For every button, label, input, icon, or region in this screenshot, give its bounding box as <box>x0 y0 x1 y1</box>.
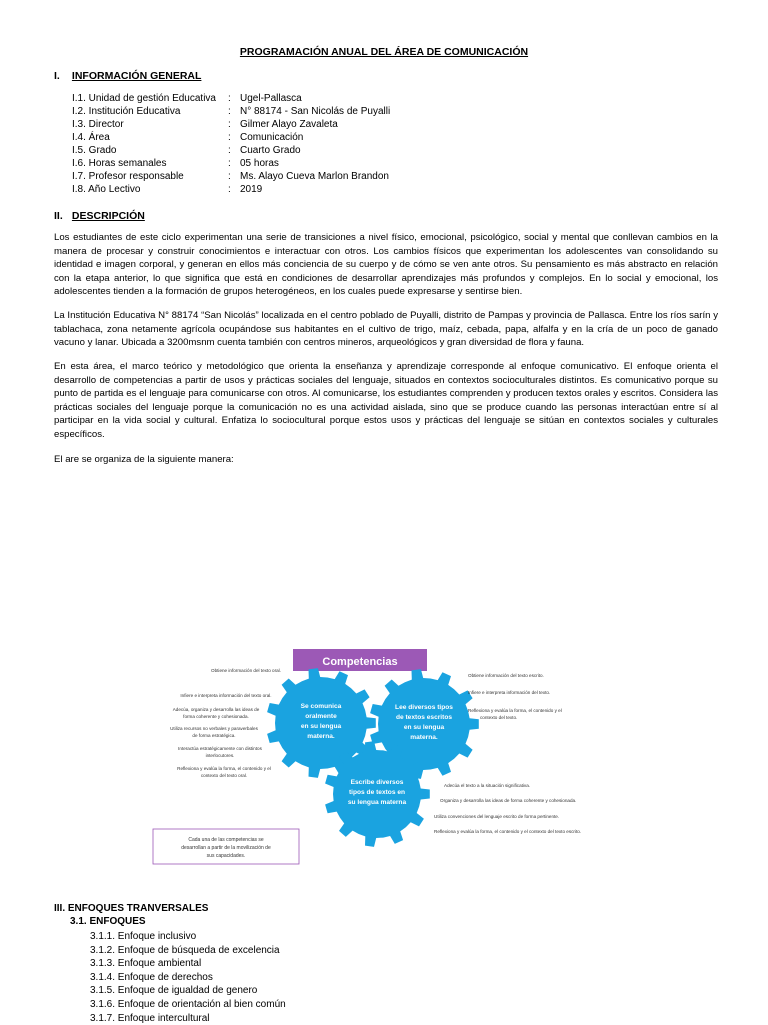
section-1-number: I. <box>54 70 60 82</box>
right-note-line: contexto del texto. <box>480 715 518 720</box>
left-note-line: Utiliza recursos no verbales y paraverbales <box>170 726 258 731</box>
left-note-line: contexto del texto oral. <box>200 773 248 778</box>
gear-3-line: su lengua materna <box>347 799 407 806</box>
gear-1-line: materna. <box>307 733 335 740</box>
info-row: I.7. Profesor responsable : Ms. Alayo Cueva Marlon Brandon <box>72 171 389 182</box>
description-paragraph-1: Los estudiantes de este ciclo experimentan una serie de transiciones a nivel físico, emocional, psicológico, social y mental que conllevan cambios en la manera de procesar y construir conocimientos e interactuar con otros. Los cambios físicos que experimentan los adolescentes van consolidando su identidad e imagen corporal, y generan en ellos más conciencia de su cuerpo y de cómo se ven ante otros. Su pensamiento es más abstracto en relación con la etapa anterior, lo que significa que está en condiciones de desarrollar aprendizajes más profundos y complejos. En lo social y emocional, los adolescentes tienden a la formación de grupos heterogéneos, en los cuales puede expresarse y sentirse bien. <box>54 232 718 297</box>
info-key: I.8. Año Lectivo <box>72 184 141 195</box>
section-1-label: INFORMACIÓN GENERAL <box>71 70 202 82</box>
list-item: 3.1.6. Enfoque de orientación al bien común <box>90 998 286 1010</box>
document-title: PROGRAMACIÓN ANUAL DEL ÁREA DE COMUNICACIÓN <box>239 46 529 58</box>
info-value: Comunicación <box>240 132 304 143</box>
left-note-line: interlocutores. <box>205 753 235 758</box>
gear-3-line: tipos de textos en <box>348 789 406 796</box>
bottom-note-line: Reflexiona y evalúa la forma, el contenido y el contexto del texto escrito. <box>434 829 582 834</box>
info-value: Ms. Alayo Cueva Marlon Brandon <box>240 171 389 182</box>
general-info-table <box>72 92 390 196</box>
info-row: I.1. Unidad de gestión Educativa : Ugel-Pallasca <box>72 93 302 104</box>
bottom-note-line: Utiliza convenciones del lenguaje escrito de forma pertinente. <box>434 814 560 819</box>
enfoques-list <box>90 930 286 1025</box>
info-value: 05 horas <box>240 158 279 169</box>
section-2-label: DESCRIPCIÓN <box>71 210 145 222</box>
section-2-number: II. <box>54 210 63 222</box>
info-row: I.8. Año Lectivo : 2019 <box>72 184 263 195</box>
right-note-line: Infiere e interpreta información del texto. <box>468 690 551 695</box>
info-row: I.5. Grado : Cuarto Grado <box>72 145 301 156</box>
capacities-box-line: sus capacidades. <box>206 853 246 859</box>
info-key: I.5. Grado <box>72 145 117 156</box>
info-row: I.4. Área : Comunicación <box>72 132 304 143</box>
info-key: I.1. Unidad de gestión Educativa <box>72 93 216 104</box>
capacities-box-line: desarrollan a partir de la movilización de <box>181 845 271 851</box>
list-item: 3.1.5. Enfoque de igualdad de genero <box>90 985 258 997</box>
list-item: 3.1.4. Enfoque de derechos <box>90 971 213 983</box>
section-3-subheading: 3.1. ENFOQUES <box>70 916 146 927</box>
info-key: I.6. Horas semanales <box>72 158 167 169</box>
competencias-header: Competencias <box>322 656 398 668</box>
gear-2-line: de textos escritos <box>395 714 453 721</box>
description-paragraph-4: El are se organiza de la siguiente manera: <box>54 454 234 465</box>
gear-2-line: materna. <box>410 734 438 741</box>
list-item: 3.1.3. Enfoque ambiental <box>90 958 202 970</box>
gear-3-line: Escribe diversos <box>350 779 404 786</box>
capacities-box-line: Cada una de las competencias se <box>188 837 264 843</box>
gear-2-line: en su lengua <box>403 724 445 731</box>
section-2-heading <box>54 210 145 222</box>
info-key: I.2. Institución Educativa <box>72 106 181 117</box>
list-item: 3.1.7. Enfoque intercultural <box>90 1012 210 1024</box>
section-1-heading <box>54 70 201 82</box>
left-note-line: Obtiene información del texto oral. <box>211 668 281 673</box>
right-note-line: Reflexiona y evalúa la forma, el contenido y el <box>468 708 562 713</box>
info-row: I.2. Institución Educativa : N° 88174 - San Nicolás de Puyalli <box>72 106 391 117</box>
info-key: I.3. Director <box>72 119 124 130</box>
competencias-diagram <box>150 642 630 872</box>
left-note-line: forma coherente y cohesionada. <box>183 714 249 719</box>
gear-2-line: Lee diversos tipos <box>395 704 453 711</box>
right-note-line: Obtiene información del texto escrito. <box>468 673 544 678</box>
gear-1-line: en su lengua <box>300 723 342 730</box>
left-note-line: de forma estratégica. <box>192 733 236 738</box>
gear-1-line: Se comunica <box>300 703 342 710</box>
left-note-line: Infiere e interpreta información del texto oral. <box>180 693 272 698</box>
gear-1-line: oralmente <box>305 713 337 720</box>
info-value: Cuarto Grado <box>240 145 301 156</box>
info-key: I.7. Profesor responsable <box>72 171 184 182</box>
info-row: I.6. Horas semanales : 05 horas <box>72 158 279 169</box>
left-note-line: Reflexiona y evalúa la forma, el contenido y el <box>177 766 271 771</box>
list-item: 3.1.1. Enfoque inclusivo <box>90 931 197 942</box>
description-paragraph-2: La Institución Educativa N° 88174 “San Nicolás” localizada en el centro poblado de Puyalli, distrito de Pampas y provincia de Pallasca. Entre los ríos sarín y tablachaca, zona netamente agrícola ocupándose sus habitantes en el cultivo de trigo, maíz, cebada, papa, alfalfa y en la cría de un poco de ganado vacuno y lanar. Ubicada a 3200msnm cuenta también con centros mineros, arqueológicos y gran diversidad de flora y fauna. <box>54 310 718 348</box>
left-note-line: Interactúa estratégicamente con distintos <box>178 746 262 751</box>
bottom-note-line: Adecúa el texto a la situación significativa. <box>444 783 531 788</box>
info-row: I.3. Director : Gilmer Alayo Zavaleta <box>72 119 338 130</box>
list-item: 3.1.2. Enfoque de búsqueda de excelencia <box>90 944 280 956</box>
bottom-note-line: Organiza y desarrolla las ideas de forma coherente y cohesionada. <box>440 798 577 803</box>
info-value: N° 88174 - San Nicolás de Puyalli <box>240 106 391 117</box>
info-value: Gilmer Alayo Zavaleta <box>240 119 338 130</box>
left-note-line: Adecúa, organiza y desarrolla las ideas de <box>172 707 260 712</box>
section-3-heading: III. ENFOQUES TRANVERSALES <box>54 903 209 914</box>
description-paragraph-3: En esta área, el marco teórico y metodológico que orienta la enseñanza y aprendizaje corresponde al enfoque comunicativo. El enfoque orienta el desarrollo de competencias a partir de usos y prácticas sociales del lenguaje, situados en contextos socioculturales distintos. Es comunicativo porque su punto de partida es el lenguaje para comunicarse con otros. Al comunicarse, los estudiantes comprenden y producen textos orales y escritos. Considera las prácticas sociales del lenguaje porque la comunicación no es una actividad aislada, sino que se produce cuando las personas interactúan entre sí al participar en la vida social y cultural. Enfatiza lo sociocultural porque estos usos y prácticas del lenguaje se sitúan en contextos sociales y culturales específicos. <box>54 361 718 440</box>
info-value: 2019 <box>240 184 263 195</box>
info-key: I.4. Área <box>72 132 110 143</box>
info-value: Ugel-Pallasca <box>240 93 302 104</box>
